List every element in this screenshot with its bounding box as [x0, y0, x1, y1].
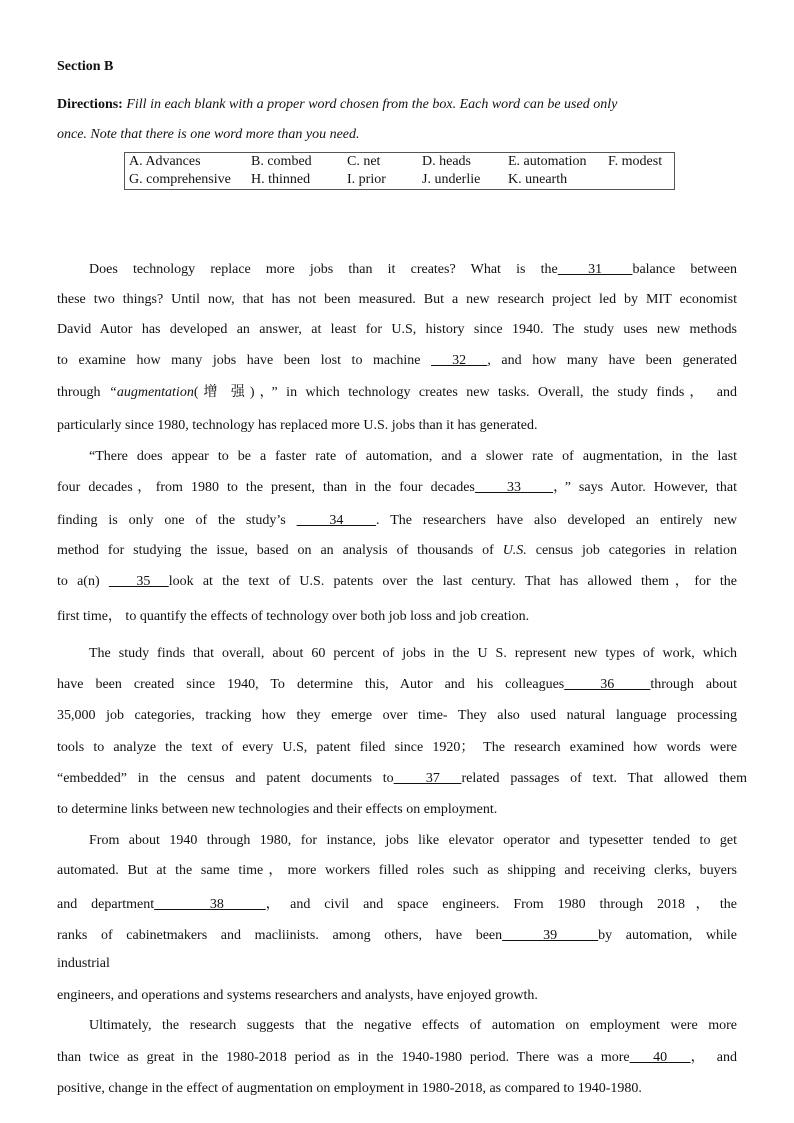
passage-line: The study finds that overall, about 60 percent of jobs in the U S. represent new types of work, which: [89, 646, 737, 661]
passage-line: tools to analyze the text of every U.S, patent filed since 1920； The research examined how words were: [57, 740, 737, 755]
passage-text: to examine how many jobs have been lost to machine: [57, 353, 421, 368]
word-option-d: D. heads: [422, 154, 471, 169]
passage-emphasis: “augmentation: [109, 385, 194, 400]
blank-40: 40: [629, 1050, 691, 1065]
passage-text: four decades，from 1980 to the present, than in the four decades: [57, 480, 475, 495]
passage-text: look at the text of U.S. patents over the last century. That has allowed them，for the: [168, 574, 738, 589]
passage-text: census job categories in relation: [535, 543, 738, 558]
passage-line: positive, change in the effect of augmentation on employment in 1980-2018, as compared to 1940-1980.: [57, 1081, 642, 1096]
passage-line: [57, 510, 737, 532]
word-option-b: B. combed: [251, 154, 312, 169]
passage-line: to determine links between new technologies and their effects on employment.: [57, 802, 498, 817]
passage-line: [57, 350, 737, 372]
blank-32: 32: [431, 353, 488, 368]
word-option-c: C. net: [347, 154, 381, 169]
directions: [57, 90, 737, 150]
passage-text: balance between: [632, 262, 738, 277]
passage-line: particularly since 1980, technology has replaced more U.S. jobs than it has generated.: [57, 418, 538, 433]
word-bank-box: [124, 152, 675, 190]
passage-line: From about 1940 through 1980, for instance, jobs like elevator operator and typesetter tended to get: [89, 833, 737, 848]
passage-text: by automation, while: [598, 928, 738, 943]
passage-line: first time， to quantify the effects of technology over both job loss and job creation.: [57, 609, 530, 624]
passage-line: [57, 477, 737, 499]
blank-33: 33: [474, 480, 554, 495]
passage-emphasis: U.S.: [502, 543, 527, 558]
passage-line: [57, 540, 737, 562]
passage-text: have been created since 1940, To determine this, Autor and his colleagues: [57, 677, 565, 692]
passage-line: [57, 894, 737, 916]
word-option-j: J. underlie: [422, 172, 481, 187]
blank-38: 38: [154, 897, 266, 912]
passage-text: (增 强)，” in which technology creates new tasks. Overall, the study finds， and: [193, 385, 738, 400]
word-option-k: K. unearth: [508, 172, 568, 187]
passage-text: method for studying the issue, based on an analysis of thousands of: [57, 543, 494, 558]
passage-line: engineers, and operations and systems researchers and analysts, have enjoyed growth.: [57, 988, 538, 1003]
directions-label: Directions:: [57, 97, 123, 112]
passage-line: [57, 768, 747, 790]
section-title: Section B: [57, 59, 114, 74]
passage-text: to a(n): [57, 574, 100, 589]
passage-text: “embedded” in the census and patent documents to: [57, 771, 394, 786]
passage-text: ，” says Autor. However, that: [553, 480, 738, 495]
passage-line: [57, 382, 737, 404]
passage-line: [57, 571, 737, 593]
passage-text: through about: [650, 677, 738, 692]
passage-text: and department: [57, 897, 155, 912]
directions-text-cont: once. Note that there is one word more than you need.: [57, 127, 360, 142]
passage-line: Ultimately, the research suggests that the negative effects of automation on employment were more: [89, 1018, 737, 1033]
blank-35: 35: [108, 574, 169, 589]
word-option-i: I. prior: [347, 172, 386, 187]
passage-text: finding is only one of the study’s: [57, 513, 286, 528]
passage-text: Does technology replace more jobs than it creates? What is the: [89, 262, 558, 277]
directions-text: Fill in each blank with a proper word chosen from the box. Each word can be used only: [126, 97, 618, 112]
passage-line: [57, 1047, 737, 1069]
blank-31: 31: [557, 262, 633, 277]
passage-line: “There does appear to be a faster rate of automation, and a slower rate of augmentation, in the last: [89, 449, 737, 464]
word-option-g: G. comprehensive: [129, 172, 231, 187]
passage-line: automated. But at the same time，more workers filled roles such as shipping and receiving clerks, buyers: [57, 863, 737, 878]
blank-34: 34: [296, 513, 377, 528]
passage-line: [57, 674, 737, 696]
word-option-f: F. modest: [608, 154, 663, 169]
passage-line: these two things? Until now, that has not been measured. But a new research project led by MIT economist: [57, 292, 737, 307]
passage-text: through: [57, 385, 101, 400]
passage-line: 35,000 job categories, tracking how they emerge over time- They also used natural language processing: [57, 708, 737, 723]
passage-line: David Autor has developed an answer, at least for U.S, history since 1940. The study uses new methods: [57, 322, 737, 337]
word-option-a: A. Advances: [129, 154, 201, 169]
passage-line: industrial: [57, 956, 110, 971]
word-option-e: E. automation: [508, 154, 587, 169]
blank-36: 36: [564, 677, 651, 692]
passage-text: related passages of text. That allowed them: [461, 771, 748, 786]
word-option-h: H. thinned: [251, 172, 311, 187]
blank-37: 37: [393, 771, 462, 786]
blank-39: 39: [502, 928, 599, 943]
passage-text: ranks of cabinetmakers and macliinists. among others, have been: [57, 928, 503, 943]
passage-text: , and how many have been generated: [487, 353, 737, 368]
passage-text: . The researchers have also developed an entirely new: [376, 513, 738, 528]
passage-line: [89, 259, 737, 281]
passage-line: [57, 925, 737, 947]
passage-text: ， and: [690, 1050, 737, 1065]
passage-text: ，and civil and space engineers. From 1980 through 2018，the: [265, 897, 737, 912]
passage-text: than twice as great in the 1980-2018 period as in the 1940-1980 period. There was a more: [57, 1050, 630, 1065]
